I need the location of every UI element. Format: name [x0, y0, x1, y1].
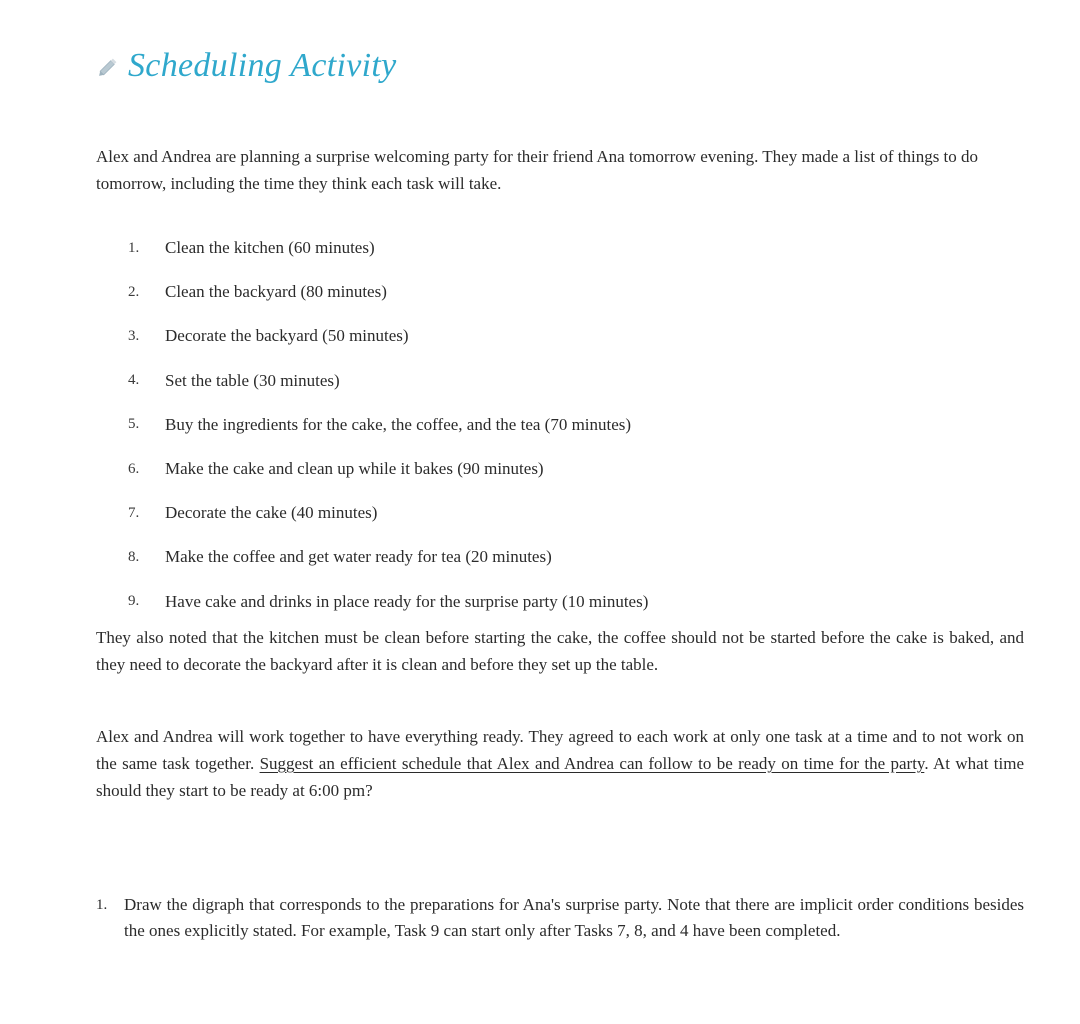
task-number: 8. — [128, 548, 140, 565]
question-item — [96, 892, 1024, 944]
task-number: 6. — [128, 460, 140, 477]
question-number: 1. — [96, 897, 108, 913]
task-text: Make the coffee and get water ready for tea (20 minutes) — [165, 547, 552, 567]
collaboration-paragraph — [96, 723, 1024, 804]
task-number: 5. — [128, 416, 140, 433]
collaboration-lead: Alex and Andrea will work together to have everything ready. They agreed to each work at only one task at a time and to not work on the same task together. — [96, 727, 1024, 773]
question-text: Draw the digraph that corresponds to the preparations for Ana's surprise party. Note that there are implicit order conditions besides the ones explicitly stated. For example, Task 9 can start only after Tasks 7, 8, and 4 have been completed. — [124, 895, 1024, 940]
pencil-icon — [96, 53, 122, 79]
task-text: Set the table (30 minutes) — [165, 370, 340, 390]
schedule-prompt: Suggest an efficient schedule that Alex and Andrea can follow to be ready on time for the party — [259, 754, 925, 773]
collaboration-tail: . At what time should they start to be ready at 6:00 pm? — [96, 754, 1024, 800]
list-item — [128, 535, 648, 579]
task-text: Clean the kitchen (60 minutes) — [165, 238, 375, 258]
task-text: Buy the ingredients for the cake, the coffee, and the tea (70 minutes) — [165, 414, 632, 434]
task-list — [128, 226, 648, 624]
list-item — [128, 270, 648, 314]
task-number: 1. — [128, 239, 140, 256]
task-text: Decorate the backyard (50 minutes) — [165, 326, 409, 346]
task-number: 9. — [128, 593, 140, 610]
page-title: Scheduling Activity — [128, 47, 397, 84]
list-item — [128, 403, 648, 447]
list-item — [128, 359, 648, 403]
list-item — [128, 314, 648, 358]
task-number: 2. — [128, 283, 140, 300]
task-text: Decorate the cake (40 minutes) — [165, 503, 378, 523]
task-number: 7. — [128, 504, 140, 521]
list-item — [128, 580, 648, 624]
task-text: Make the cake and clean up while it bakes (90 minutes) — [165, 459, 544, 479]
title-row — [96, 44, 397, 88]
list-item — [128, 491, 648, 535]
task-number: 4. — [128, 372, 140, 389]
list-item — [128, 447, 648, 491]
intro-paragraph: Alex and Andrea are planning a surprise welcoming party for their friend Ana tomorrow evening. They made a list of things to do tomorrow, including the time they think each task will take. — [96, 147, 979, 193]
task-text: Have cake and drinks in place ready for the surprise party (10 minutes) — [165, 591, 649, 611]
task-text: Clean the backyard (80 minutes) — [165, 282, 387, 302]
task-number: 3. — [128, 327, 140, 344]
list-item — [128, 226, 648, 270]
constraints-paragraph: They also noted that the kitchen must be clean before starting the cake, the coffee should not be started before the cake is baked, and they need to decorate the backyard after it is clean and before they set up the table. — [96, 628, 1024, 674]
